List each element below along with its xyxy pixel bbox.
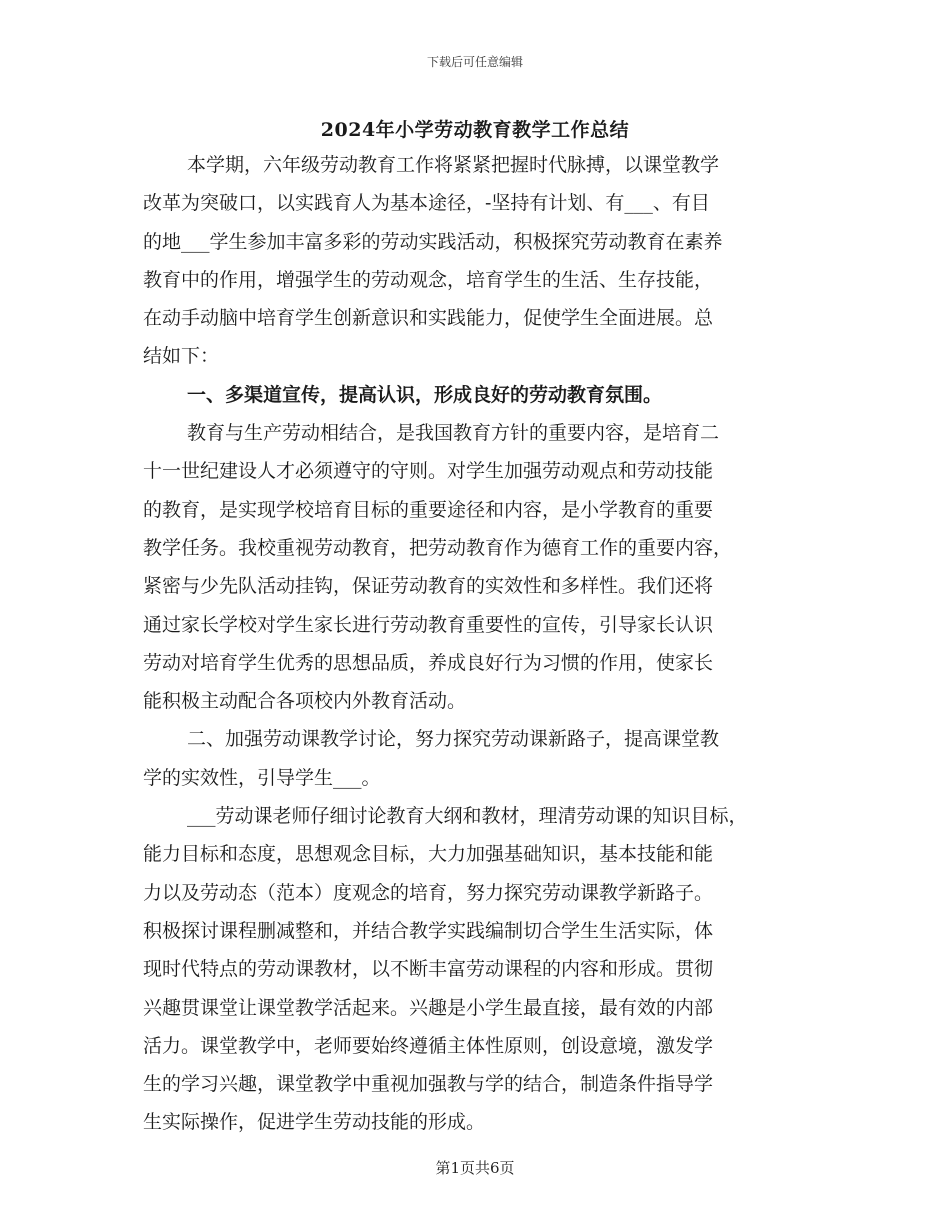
paragraph-line: 紧密与少先队活动挂钩，保证劳动教育的实效性和多样性。我们还将 [143, 575, 714, 598]
paragraph-line: 学的实效性，引导学生___。 [143, 766, 381, 789]
paragraph-line: 的地___学生参加丰富多彩的劳动实践活动，积极探究劳动教育在素养 [143, 230, 723, 253]
paragraph-line: 本学期，六年级劳动教育工作将紧紧把握时代脉搏，以课堂教学 [187, 154, 720, 176]
paragraph-line: 教育中的作用，增强学生的劳动观念，培育学生的生活、生存技能， [143, 268, 714, 291]
paragraph-line: 活力。课堂教学中，老师要始终遵循主体性原则，创设意境，激发学 [143, 1034, 714, 1057]
paragraph-line: 能力目标和态度，思想观念目标，大力加强基础知识，基本技能和能 [143, 843, 714, 866]
section-heading: 一、多渠道宣传，提高认识，形成良好的劳动教育氛围。 [187, 383, 663, 406]
paragraph-line: 结如下： [143, 345, 220, 368]
paragraph-line: 劳动对培育学生优秀的思想品质，养成良好行为习惯的作用，使家长 [143, 651, 714, 674]
paragraph-line: 教学任务。我校重视劳动教育，把劳动教育作为德育工作的重要内容， [143, 536, 733, 559]
paragraph-line: 力以及劳动态（范本）度观念的培育，努力探究劳动课教学新路子。 [143, 881, 714, 904]
page-footer: 第1页共6页 [435, 1159, 515, 1177]
paragraph-line: 能积极主动配合各项校内外教育活动。 [143, 690, 467, 713]
paragraph-line: ___劳动课老师仔细讨论教育大纲和教材，理清劳动课的知识目标， [187, 805, 748, 828]
paragraph-line: 的教育，是实现学校培育目标的重要途径和内容，是小学教育的重要 [143, 498, 714, 521]
paragraph-line: 兴趣贯课堂让课堂教学活起来。兴趣是小学生最直接，最有效的内部 [143, 996, 714, 1019]
paragraph-line: 十一世纪建设人才必须遵守的守则。对学生加强劳动观点和劳动技能 [143, 460, 714, 483]
paragraph-line: 通过家长学校对学生家长进行劳动教育重要性的宣传，引导家长认识 [143, 613, 714, 636]
paragraph-line: 现时代特点的劳动课教材，以不断丰富劳动课程的内容和形成。贯彻 [143, 958, 714, 981]
document-body [143, 146, 803, 1142]
paragraph-line: 教育与生产劳动相结合，是我国教育方针的重要内容，是培育二 [187, 422, 720, 445]
paragraph-line: 生的学习兴趣，课堂教学中重视加强教与学的结合，制造条件指导学 [143, 1073, 714, 1096]
paragraph-line: 积极探讨课程删减整和，并结合教学实践编制切合学生生活实际，体 [143, 919, 714, 942]
document-title: 2024年小学劳动教育教学工作总结 [320, 119, 630, 141]
paragraph-line: 改革为突破口，以实践育人为基本途径，-坚持有计划、有___、有目 [143, 192, 710, 215]
header-note: 下载后可任意编辑 [426, 55, 523, 69]
section-heading: 二、加强劳动课教学讨论，努力探究劳动课新路子，提高课堂教 [187, 728, 720, 751]
paragraph-line: 生实际操作，促进学生劳动技能的形成。 [143, 1111, 486, 1134]
paragraph-line: 在动手动脑中培育学生创新意识和实践能力，促使学生全面进展。总 [143, 307, 714, 330]
